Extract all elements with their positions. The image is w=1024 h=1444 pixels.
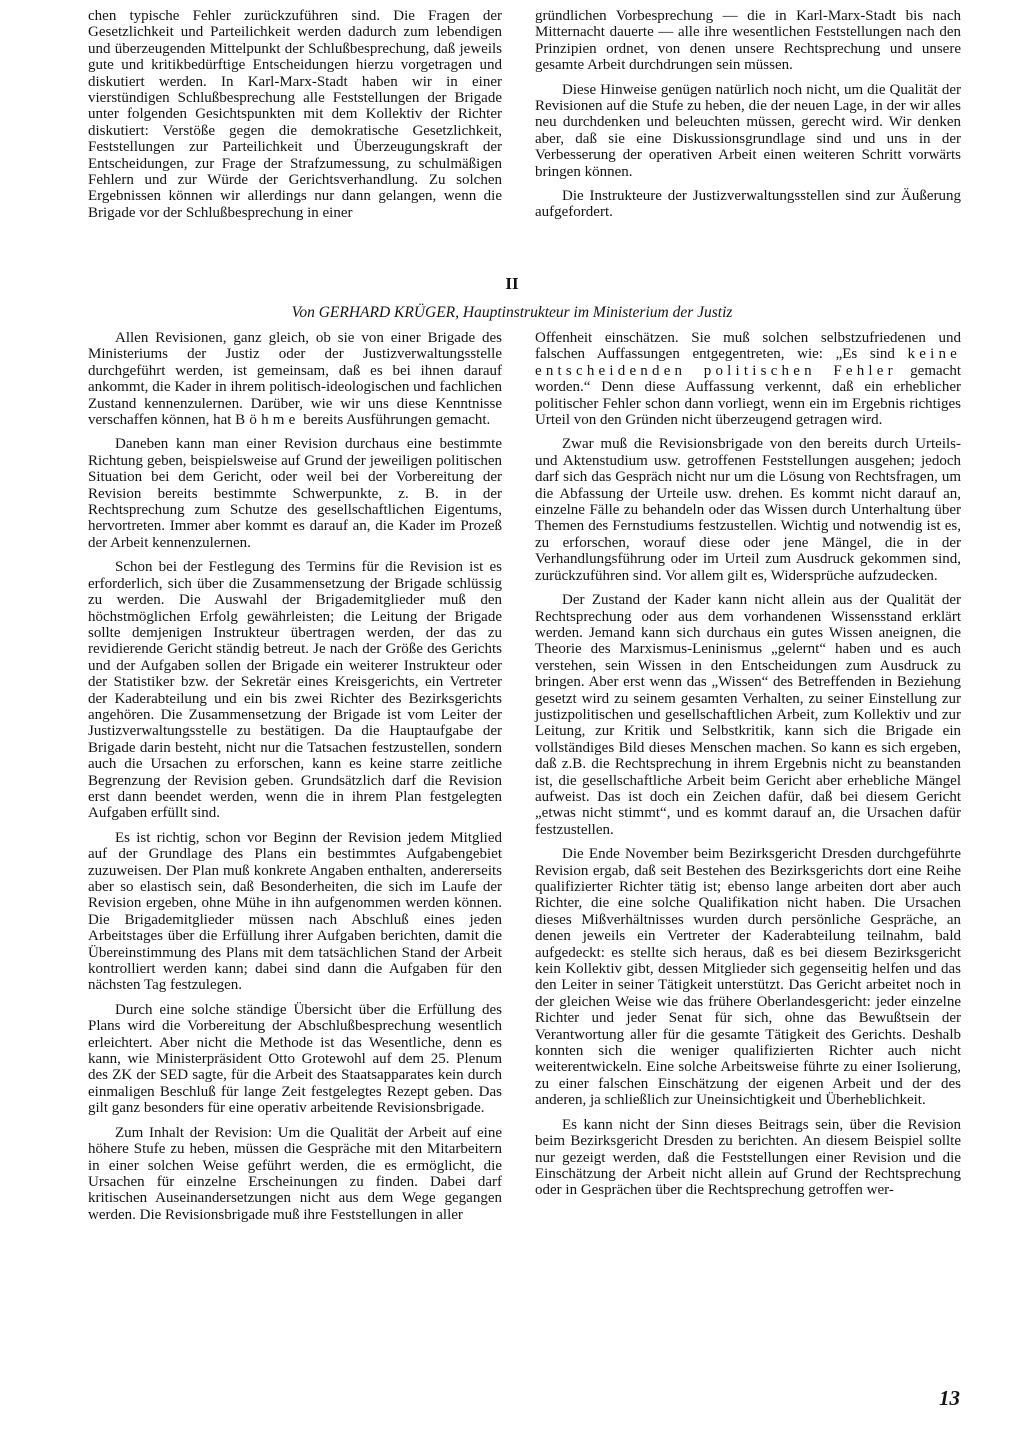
paragraph: Diese Hinweise genügen natürlich noch nicht, um die Qualität der Revisionen auf die Stufe zu heben, die der neuen Lage, in der wir alles neu durchdenken und beleuchten müssen, gerecht wird. Wir denken aber, daß sie eine Diskussionsgrundlage sind und uns in der Verbesserung der operativen Arbeit einen weiteren Schritt vorwärts bringen können.: [535, 81, 961, 180]
paragraph: Es ist richtig, schon vor Beginn der Revision jedem Mitglied auf der Grundlage des Plans ein bestimmtes Aufgabengebiet zuzuweisen. Der Plan muß konkrete Angaben enthalten, andererseits aber so elastisch sein, daß Besonderheiten, die sich im Laufe der Revision ergeben, ohne Mühe in ihn aufgenommen werden können. Die Brigademitglieder müssen nach Abschluß eines jeden Arbeitstages über die Erfüllung ihrer Aufgaben berichten, damit die Übereinstimmung des Plans mit dem tatsächlichen Stand der Arbeit kontrolliert werden kann; dabei sind dann die Aufgaben für den nächsten Tag festzulegen.: [88, 829, 502, 994]
article-byline: Von GERHARD KRÜGER, Hauptinstrukteur im Ministerium der Justiz: [291, 304, 733, 321]
paragraph: Daneben kann man einer Revision durchaus eine bestimmte Richtung geben, beispielsweise auf Grund der jeweiligen politischen Situation bei dem Gericht, oder weil bei der Vorbereitung der Revision bereits bestimmte Schwerpunkte, z. B. in der Rechtsprechung zum Schutze des gesellschaftlichen Eigentums, hervortreten. Immer aber kommt es darauf an, die Kader im Prozeß der Arbeit kennenzulernen.: [88, 436, 502, 551]
paragraph: Schon bei der Festlegung des Termins für die Revision ist es erforderlich, sich über die Zusammensetzung der Brigade schlüssig zu werden. Die Auswahl der Brigademitglieder muß den höchstmöglichen Erfolg gewährleisten; die Leitung der Brigade sollte demjenigen Instrukteur übertragen werden, der das zu revidierende Gericht ständig betreut. Je nach der Größe des Gerichts und der Aufgaben sollen der Brigade ein weiterer Instrukteur oder der Statistiker bzw. der Sekretär eines Kreisgerichts, ein Vertreter der Kaderabteilung und ein bis zwei Richter des Bezirksgerichts angehören. Die Zusammensetzung der Brigade ist vom Leiter der Justizverwaltungsstelle zu bestätigen. Da die Hauptaufgabe der Brigade darin besteht, nicht nur die Tatsachen festzustellen, sondern auch die Ursachen zu erforschen, kann es keine starre zeitliche Begrenzung der Revision geben. Grundsätzlich darf die Revision erst dann beendet werden, wenn die in ihrem Plan festgelegten Aufgaben erfüllt sind.: [88, 559, 502, 822]
section-number: II: [505, 274, 519, 293]
paragraph: Zum Inhalt der Revision: Um die Qualität der Arbeit auf eine höhere Stufe zu heben, müssen die Gespräche mit den Mitarbeitern in einer solchen Weise geführt werden, die es ermöglicht, die Ursachen für einzelne Erscheinungen zu finden. Dabei darf kritischen Auseinandersetzungen nicht aus dem Wege gegangen werden. Die Revisionsbrigade muß ihre Feststellungen in aller: [88, 1124, 502, 1223]
paragraph-text: bereits Ausführungen gemacht.: [299, 412, 491, 429]
author-name: Böhme: [235, 412, 300, 429]
paragraph: Der Zustand der Kader kann nicht allein aus der Qualität der Rechtsprechung oder aus dem vorhandenen Wissensstand erklärt werden. Jemand kann sich durchaus ein gutes Wissen aneignen, die Theorie des Marxismus-Leninismus „gelernt“ haben und es auch verstehen, sein Wissen in den Entscheidungen zum Ausdruck zu bringen. Aber erst wenn das „Wissen“ des Betreffenden in Beziehung gesetzt wird zu seinem gesamten Verhalten, zu seiner Einstellung zur justizpolitischen und gesellschaftlichen Arbeit, zum Kollektiv und zur Leitung, zur Kritik und Selbstkritik, kann sich die Brigade ein vollständiges Bild dieses Menschen machen. So kann es sich ergeben, daß z.B. die Rechtsprechung in ihrem Ergebnis nicht zu beanstanden ist, die gesellschaftliche Arbeit beim Gericht aber erhebliche Mängel aufweist. Das ist doch ein Zeichen dafür, daß bei diesem Gericht „etwas nicht stimmt“, und es kommt darauf an, die Ursachen dafür festzustellen.: [535, 592, 961, 838]
paragraph: Durch eine solche ständige Übersicht über die Erfüllung des Plans wird die Vorbereitung der Abschlußbesprechung wesentlich erleichtert. Aber nicht die Methode ist das Wesentliche, denn es kann, wie Ministerpräsident Otto Grotewohl auf dem 25. Plenum des ZK der SED sagte, für die Arbeit des Staatsapparates kein durch einmaligen Beschluß für lange Zeit festgelegtes Rezept geben. Das gilt ganz besonders für eine operativ arbeitende Revisionsbrigade.: [88, 1001, 502, 1117]
paragraph: [535, 330, 961, 428]
emphasized-phrase: keine entscheidenden politischen Fehler: [535, 346, 961, 379]
top-right-column: [535, 8, 961, 229]
bottom-left-column: [88, 330, 502, 1231]
paragraph: gründlichen Vorbesprechung — die in Karl-Marx-Stadt bis nach Mitternacht dauerte — alle ihre wesentlichen Feststellungen nach den Prinzipien ordnet, von denen unsere Rechtsprechung und unsere gesamte Arbeit durchdrungen sein müssen.: [535, 8, 961, 74]
paragraph-text: gemacht worden.“ Denn diese Auffassung verkennt, daß ein erheblicher politischer Fehler schon dann vorliegt, wenn ein im Ergebnis richtiges Urteil von den Gründen nicht überzeugend getragen wird.: [535, 362, 961, 429]
paragraph-text: Offenheit einschätzen. Sie muß solchen selbstzufriedenen und falschen Auffassungen entgegentreten, wie: „Es sind: [535, 330, 961, 363]
top-left-column: [88, 8, 502, 229]
paragraph: Zwar muß die Revisionsbrigade von den bereits durch Urteils- und Aktenstudium usw. getroffenen Feststellungen ausgehen; jedoch darf sich das Gespräch nicht nur um die Lösung von Rechtsfragen, um die Abfassung der Urteile usw. drehen. Es kommt nicht darauf an, einzelne Fälle zu behandeln oder das Wissen durch Unterhaltung über Themen des Fernstudiums festzustellen. Wichtig und notwendig ist es, zu erforschen, worauf diese oder jene Mängel, die in der Verhandlungsführung oder im Urteil zum Ausdruck gekommen sind, zurückzuführen sind. Vor allem gilt es, Widersprüche aufzudecken.: [535, 436, 961, 584]
paragraph: Die Instrukteure der Justizverwaltungsstellen sind zur Äußerung aufgefordert.: [535, 188, 961, 221]
paragraph: Es kann nicht der Sinn dieses Beitrags sein, über die Revision beim Bezirksgericht Dresden zu berichten. An diesem Beispiel sollte nur gezeigt werden, daß die Feststellungen einer Revision und die Einschätzung der Arbeit nicht allein auf Grund der Rechtsprechung oder in Gesprächen über die Rechtsprechung getroffen wer-: [535, 1116, 961, 1199]
bottom-right-column: [535, 330, 961, 1207]
paragraph: Die Ende November beim Bezirksgericht Dresden durchgeführte Revision ergab, daß seit Bestehen des Bezirksgerichts dort eine Reihe qualifizierter Richter tätig ist; ebenso lange arbeiten dort aber auch Richter, die eine solche Qualifikation nicht haben. Die Ursachen dieses Mißverhältnisses wurden durch persönliche Gespräche, an denen jeweils ein Vertreter der Kaderabteilung teilnahm, bald aufgedeckt: es stellte sich heraus, daß es bei diesem Bezirksgericht kein Kollektiv gibt, dessen Mitglieder sich gegenseitig helfen und das den Leiter in seiner Tätigkeit unterstützt. Das Gericht arbeitet noch in der gleichen Weise wie das frühere Oberlandesgericht: jeder einzelne Richter und jeder Senat für sich, ohne das Bewußtsein der Verantwortung aller für die gesamte Tätigkeit des Gerichts. Deshalb konnten sich die weniger qualifizierten Richter auch nicht weiterentwickeln. Eine solche Arbeitsweise führte zu einer Isolierung, zu einer falschen Einschätzung der eigenen Arbeit und der des anderen, ja schließlich zur Uneinsichtigkeit und Überheblichkeit.: [535, 846, 961, 1109]
page-number: 13: [939, 1386, 960, 1410]
paragraph: chen typische Fehler zurückzuführen sind. Die Fragen der Gesetzlichkeit und Parteilichkeit werden dadurch zum lebendigen und überzeugenden Mittelpunkt der Schlußbesprechung, daß jeweils gute und kritikbedürftige Entscheidungen hierzu vorgetragen und diskutiert werden. In Karl-Marx-Stadt haben wir in einer vierstündigen Schlußbesprechung alle Feststellungen der Brigade unter folgenden Gesichtspunkten mit dem Kollektiv der Richter diskutiert: Verstöße gegen die demokratische Gesetzlichkeit, Feststellungen zur Parteilichkeit und Überzeugungskraft der Entscheidungen, zur Frage der Strafzumessung, zu schulmäßigen Fehlern und zur Würde der Gerichtsverhandlung. Zu solchen Ergebnissen können wir allerdings nur dann gelangen, wenn die Brigade vor der Schlußbesprechung in einer: [88, 8, 502, 221]
paragraph-text: Allen Revisionen, ganz gleich, ob sie von einer Brigade des Ministeriums der Justiz oder der Justizverwaltungsstelle durchgeführt werden, ist gemeinsam, daß es bei ihnen darauf ankommt, die Kader in ihrem politisch-ideologischen und fachlichen Zustand kennenzulernen. Darüber, wie wir uns diese Kenntnisse verschaffen können, hat: [88, 330, 502, 429]
paragraph: [88, 330, 502, 428]
